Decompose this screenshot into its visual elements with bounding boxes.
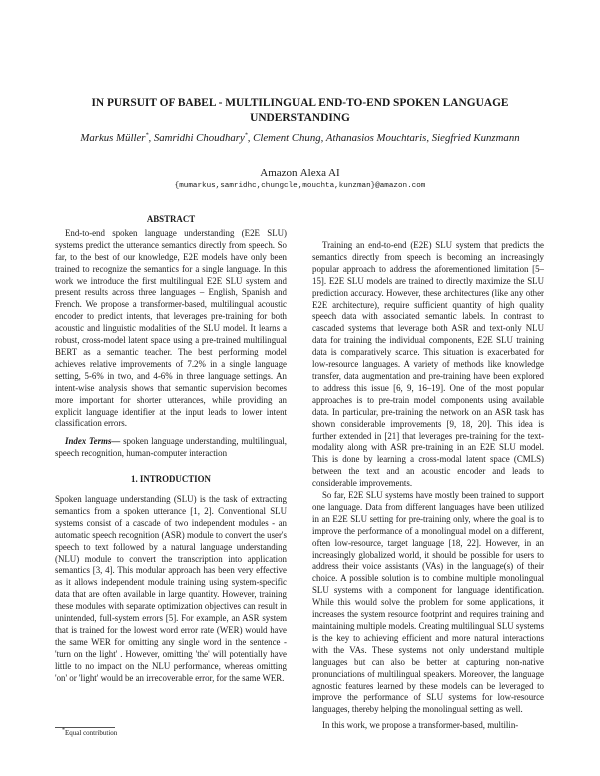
author-name: Samridhi Choudhary: [153, 132, 245, 144]
abstract-heading: ABSTRACT: [146, 214, 196, 224]
footnote-mark: *: [62, 727, 65, 734]
author-name: Siegfried Kunzmann: [431, 132, 520, 144]
intro-paragraph: Spoken language understanding (SLU) is the task of extracting semantics from a spoken utterance [1, 2]. Conventional SLU systems consist of a cascade of two independent modules - an automatic speech recognition (ASR) module to convert the user's speech to text followed by a natural language understanding (NLU) module to convert the transcription into application semantics [3, 4]. This modular approach has been very effective as it allows independent module training using system-specific data that are often available in large quantity. However, training these modules with separate optimization objectives can result in unintended, full-system errors [5]. For example, an ASR system that is trained for the lowest word error rate (WER) would have the same WER for omitting any single word in the sentence - 'turn on the light' . However, omitting 'the' will potentially have little to no impact on the NLU performance, whereas omitting 'on' or 'light' would be an irrecoverable error, for the same WER.: [55, 494, 287, 683]
author-list: Markus Müller*, Samridhi Choudhary*, Clement Chung, Athanasios Mouchtaris, Siegfried Kunzmann: [80, 132, 520, 144]
introduction-heading: 1. INTRODUCTION: [131, 474, 211, 485]
index-terms-label: Index Terms—: [65, 436, 121, 447]
intro-paragraph: In this work, we propose a transformer-based, multilin-: [322, 720, 519, 731]
equal-contribution-mark: *: [145, 132, 149, 139]
abstract-text: End-to-end spoken language understanding (E2E SLU) systems predict the utterance semantics directly from speech. So far, to the best of our knowledge, E2E models have only been trained to recognize the semantics for a single language. In this work we introduce the first multilingual E2E SLU system and present results across three languages – English, Spanish and French. We propose a transformer-based, multilingual acoustic encoder to predict intents, that leverages pre-training for both acoustic and linguistic modalities of the SLU model. It learns a robust, cross-model latent space using a pre-trained multilingual BERT as a semantic teacher. The best performing model achieves relative improvements of 7.2% in a single language setting, 5-6% in two, and 4-6% in three language settings. An intent-wise analysis shows that semantic supervision becomes more important for shorter utterances, while providing an explicit language identifier at the input leads to lower intent classification errors.: [55, 227, 287, 429]
author-emails: {mumarkus,samridhc,chungcle,mouchta,kunzman}@amazon.com: [174, 182, 426, 190]
author-name: Markus Müller: [80, 132, 146, 144]
paper-title: IN PURSUIT OF BABEL - MULTILINGUAL END-TO-END SPOKEN LANGUAGE UNDERSTANDING: [91, 97, 509, 124]
author-name: Athanasios Mouchtaris: [325, 132, 427, 144]
index-terms-text: spoken language understanding, multilingual, speech recognition, human-computer interaction: [55, 436, 287, 459]
affiliation: Amazon Alexa AI: [260, 167, 340, 179]
index-terms: [55, 436, 287, 460]
right-column: [312, 240, 544, 732]
footnote: [62, 729, 117, 738]
intro-paragraph: So far, E2E SLU systems have mostly been trained to support one language. Data from different languages have been utilized in an E2E SLU setting for pre-training only, where the goal is to improve the performance of a monolingual model on a different, often low-resource, target language [18, 22]. However, in an increasingly globalized world, it should be possible for users to address their voice assistants (VAs) in the language(s) of their choice. A possible solution is to combine multiple monolingual SLU systems with a component for language identification. While this would solve the problem for some applications, it increases the system resource footprint and requires training and maintaining multiple models. Creating multilingual SLU systems is the key to achieving efficient and more natural interactions with the VAs. These systems not only understand multiple languages but can also be better at capturing non-native pronunciations of multilingual speakers. Moreover, the language agnostic features learned by these models can be leveraged to improve the performance of SLU systems for low-resource languages, thereby helping the monolingual setting as well.: [312, 490, 544, 715]
footnote-text: Equal contribution: [65, 729, 118, 737]
left-column: [55, 214, 287, 685]
author-name: Clement Chung: [253, 132, 321, 144]
equal-contribution-mark: *: [244, 132, 248, 139]
intro-paragraph: Training an end-to-end (E2E) SLU system that predicts the semantics directly from speech is becoming an increasingly popular approach to address the aforementioned limitation [5–15]. E2E SLU models are trained to directly maximize the SLU prediction accuracy. However, these architectures (like any other E2E architecture), require sufficient quantity of high quality speech data with associated semantic labels. In contrast to cascaded systems that leverage both ASR and text-only NLU data for training the individual components, E2E SLU training data is comparatively scarce. This situation is exacerbated for low-resource languages. A variety of methods like knowledge transfer, data augmentation and pre-training have been explored to address this issue [6, 9, 16–19]. One of the most popular approaches is to pre-train model components using available data. In particular, pre-training the network on an ASR task has shown considerable improvements [9, 18, 20]. This idea is further extended in [21] that leverages pre-training for the text-modality along with ASR pre-training in an E2E SLU model. This is done by learning a cross-modal latent space (CMLS) between the text and an acoustic encoder and leads to considerable improvements.: [312, 240, 544, 489]
